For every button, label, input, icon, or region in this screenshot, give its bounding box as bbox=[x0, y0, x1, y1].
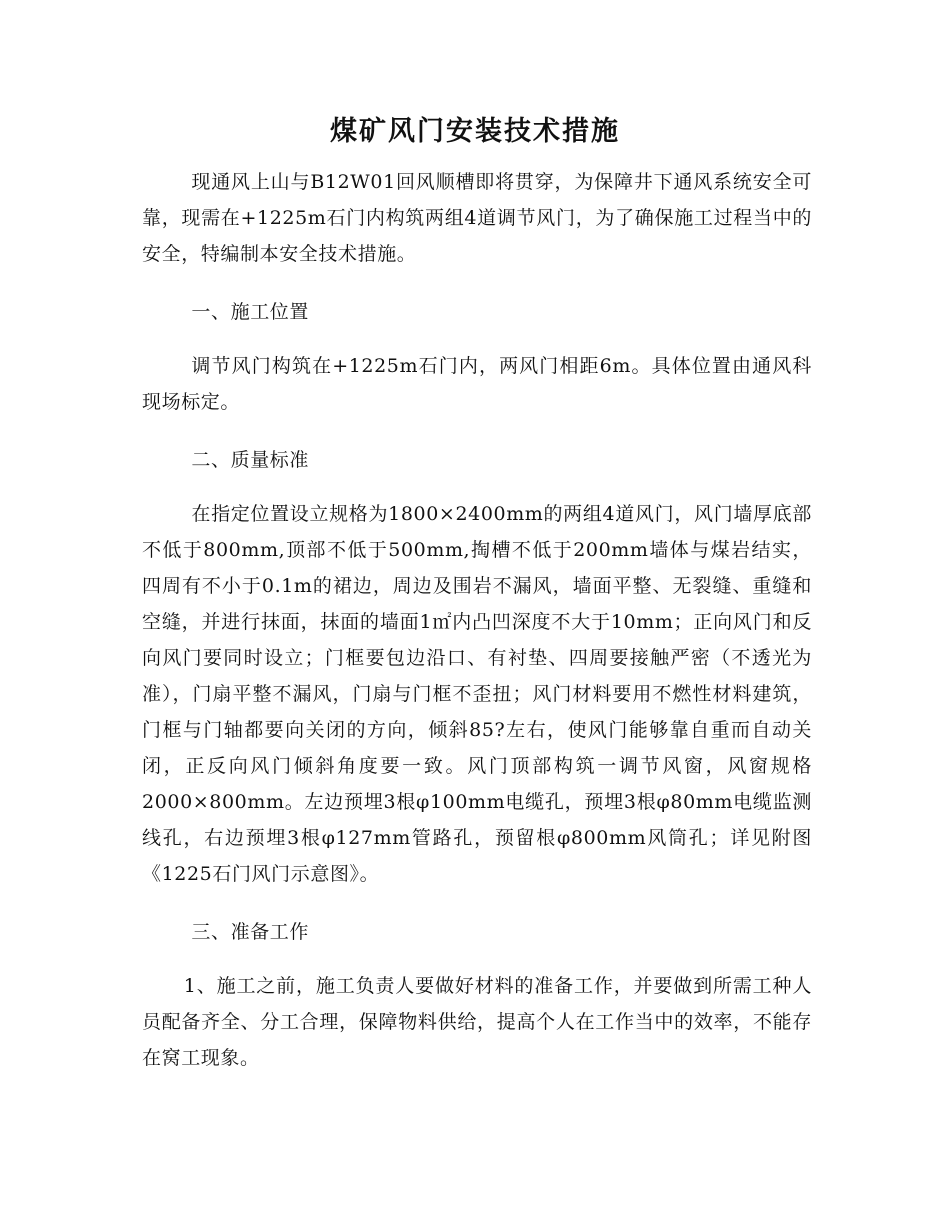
document-body bbox=[142, 164, 812, 1076]
section-body-location: 调节风门构筑在+1225m石门内，两风门相距6m。具体位置由通风科现场标定。 bbox=[142, 355, 812, 413]
section-heading-location: 一、施工位置 bbox=[191, 301, 309, 323]
section-heading-preparation: 三、准备工作 bbox=[191, 921, 309, 943]
document-title: 煤矿风门安装技术措施 bbox=[330, 116, 620, 147]
section-body-preparation: 1、施工之前，施工负责人要做好材料的准备工作，并要做到所需工种人员配备齐全、分工合理，保障物料供给，提高个人在工作当中的效率，不能存在窝工现象。 bbox=[142, 975, 812, 1069]
section-body-quality: 在指定位置设立规格为1800×2400mm的两组4道风门，风门墙厚底部不低于800mm,顶部不低于500mm,掏槽不低于200mm墙体与煤岩结实，四周有不小于0.1m的裙边，周边及围岩不漏风，墙面平整、无裂缝、重缝和空缝，并进行抹面，抹面的墙面1㎡内凸凹深度不大于10mm；正向风门和反向风门要同时设立；门框要包边沿口、有衬垫、四周要接触严密（不透光为准），门扇平整不漏风，门扇与门框不歪扭；风门材料要用不燃性材料建筑，门框与门轴都要向关闭的方向，倾斜85?左右，使风门能够靠自重而自动关闭，正反向风门倾斜角度要一致。风门顶部构筑一调节风窗，风窗规格2000×800mm。左边预埋3根φ100mm电缆孔，预埋3根φ80mm电缆监测线孔，右边预埋3根φ127mm管路孔，预留根φ800mm风筒孔；详见附图《1225石门风门示意图》。 bbox=[142, 503, 812, 885]
section-heading-quality: 二、质量标准 bbox=[191, 449, 309, 471]
intro-paragraph: 现通风上山与B12W01回风顺槽即将贯穿，为保障井下通风系统安全可靠，现需在+1225m石门内构筑两组4道调节风门，为了确保施工过程当中的安全，特编制本安全技术措施。 bbox=[142, 171, 812, 265]
